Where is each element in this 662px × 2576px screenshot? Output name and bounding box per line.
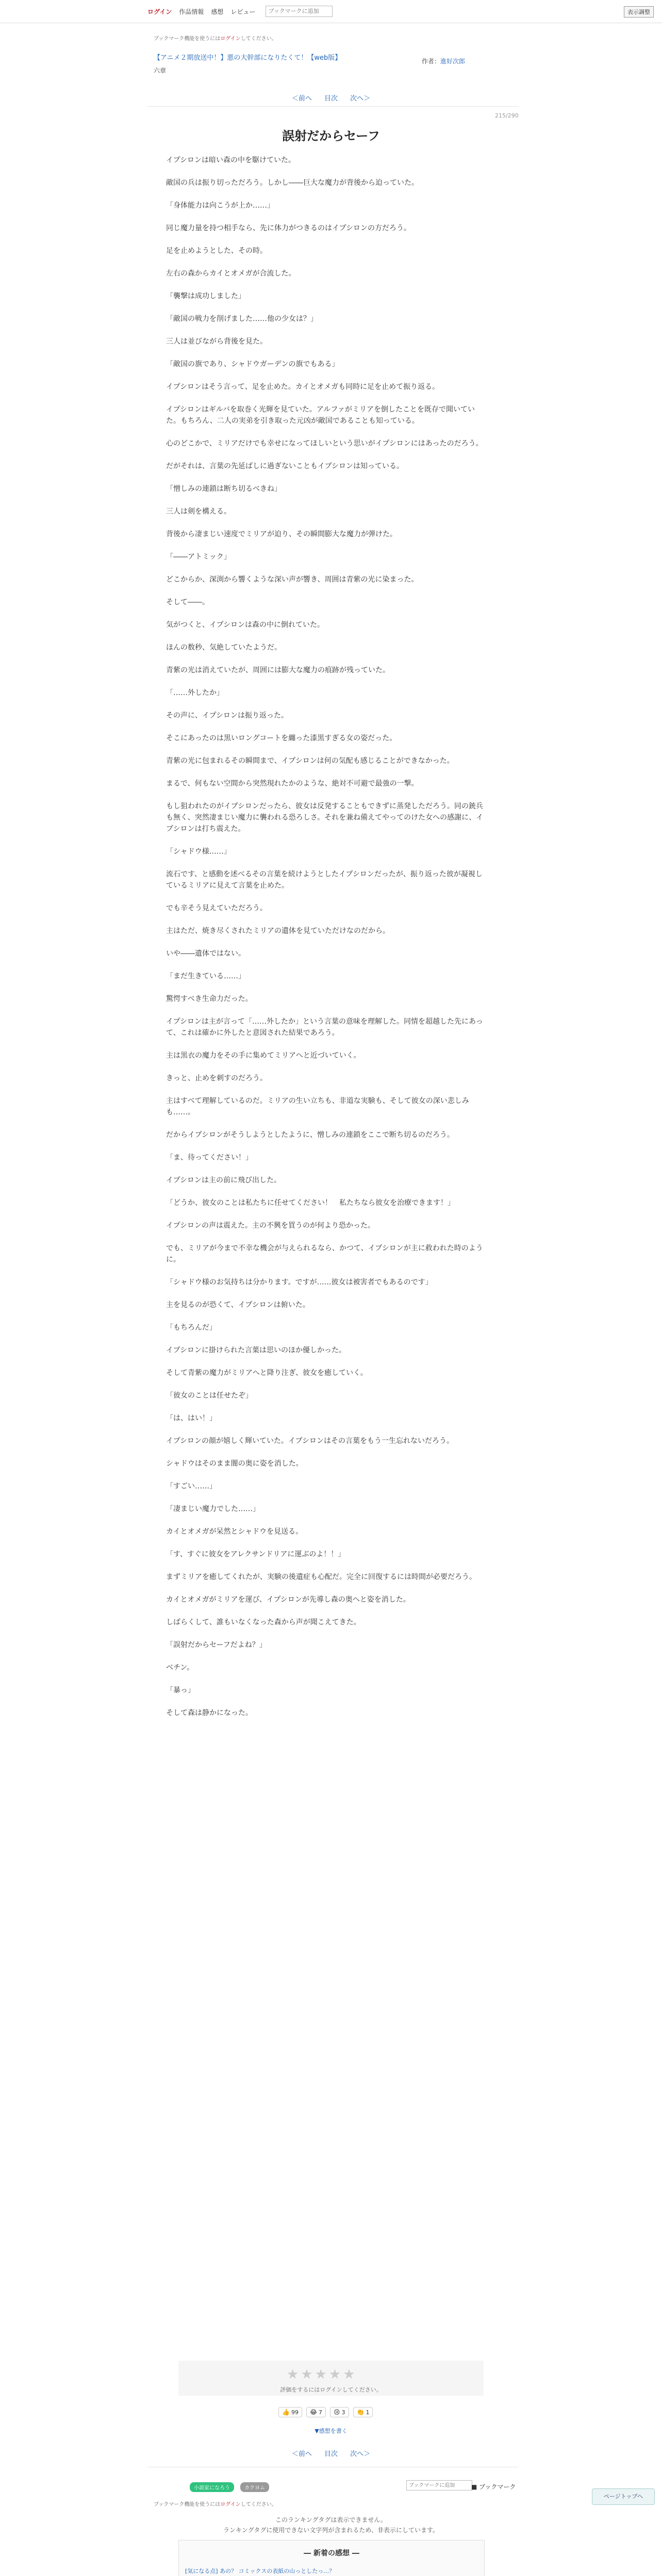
author-line: 作者：進好次郎	[422, 58, 466, 65]
body-paragraph: もし狙われたのがイプシロンだったら、彼女は反発することもできずに蒸発しただろう。同の銃兵も無く、突然凄まじい魔力に襲われる恐ろしさ。それを兼ね備えてやってのけた女への感謝に、イプシロンは打ち震えた。	[166, 802, 484, 833]
body-paragraph: 「暴っ」	[166, 1686, 195, 1694]
body-paragraph: 「は、はい！」	[166, 1414, 217, 1422]
body-paragraph: きっと、止めを刺すのだろう。	[166, 1074, 267, 1082]
chapter-body	[166, 155, 486, 1730]
recent-comments	[178, 2540, 485, 2576]
body-paragraph: 左右の森からカイとオメガが合流した。	[166, 269, 296, 278]
share-toolbar	[190, 2482, 269, 2492]
body-paragraph: 「――アトミック」	[166, 553, 231, 561]
body-paragraph: 「身体能力は向こうが上か……」	[166, 201, 274, 210]
display-settings-button[interactable]: 表示調整	[624, 6, 654, 18]
body-paragraph: 主はすべて理解しているのだ。ミリアの生い立ちも、非道な実験も、そして彼女の深い悲しみも……。	[166, 1097, 469, 1116]
recent-comments-title: ― 新着の感想 ―	[304, 2549, 359, 2557]
rating-stars[interactable]: ★★★★★	[287, 2367, 357, 2382]
body-paragraph: カイとオメガがミリアを運び、イプシロンが先導し森の奥へと姿を消した。	[166, 1596, 410, 1604]
body-paragraph: 「まだ生きている……」	[166, 972, 245, 980]
body-paragraph: いや――遺体ではない。	[166, 950, 245, 958]
body-paragraph: 「ま、待ってください！」	[166, 1154, 253, 1162]
body-paragraph: シャドウはそのまま闇の奥に姿を消した。	[166, 1460, 303, 1468]
reaction-laugh[interactable]: 😂 7	[306, 2407, 326, 2417]
index-link-bottom[interactable]: 目次	[324, 2450, 338, 2458]
bookmark-button[interactable]: ■ ブックマーク	[471, 2483, 516, 2490]
body-paragraph: イプシロンに掛けられた言葉は思いのほか優しかった。	[166, 1346, 346, 1354]
body-paragraph: 「どうか、彼女のことは私たちに任せてください！ 私たちなら彼女を治療できます！」	[166, 1199, 455, 1207]
body-paragraph: 「憎しみの連鎖は断ち切るべきね」	[166, 485, 282, 493]
body-paragraph: だからイプシロンがそうしようとしたように、憎しみの連鎖をここで断ち切るのだろう。	[166, 1131, 455, 1139]
series-author: 六章	[154, 67, 167, 74]
prev-link-bottom[interactable]: ＜前へ	[291, 2450, 312, 2458]
body-paragraph: 「もちろんだ」	[166, 1324, 217, 1332]
body-paragraph: 「凄まじい魔力でした……」	[166, 1505, 260, 1513]
body-paragraph: イプシロンは暗い森の中を駆けていた。	[166, 156, 296, 164]
body-paragraph: イプシロンは主が言って「……外したか」という言葉の意味を理解した。同情を超越した先にあって、これは確かに外したと意図された結果であろう。	[166, 1018, 483, 1037]
pager-bottom	[0, 2448, 662, 2458]
bookmark-notice-bottom: ブックマーク機能を使うにはログインしてください。	[154, 2502, 277, 2507]
nav-item-reviews[interactable]: レビュー	[230, 8, 256, 15]
reaction-clap[interactable]: 👏 1	[353, 2407, 373, 2417]
body-paragraph: 「襲撃は成功しました」	[166, 292, 245, 300]
ranking-note-1: このランキングタグは表示できません。	[275, 2516, 387, 2523]
notice-login-link-bottom[interactable]: ログイン	[220, 2502, 241, 2507]
nav-item-work-info[interactable]: 作品情報	[179, 8, 204, 15]
nav-item-comments[interactable]: 感想	[211, 8, 224, 15]
page-top-button[interactable]: ページトップへ	[592, 2488, 655, 2505]
body-paragraph: イプシロンはギルバを取巻く光輝を見ていた。アルファがミリアを倒したことを既存で聞いていた。もちろん、二人の実弟を引き取った元凶が敵国であることも知っている。	[166, 405, 475, 425]
top-bar	[0, 0, 662, 23]
body-paragraph: イプシロンは主の前に飛び出した。	[166, 1176, 282, 1184]
body-paragraph: まるで、何もない空間から突然現れたかのような、絶対不可避で最強の一撃。	[166, 779, 419, 788]
index-link[interactable]: 目次	[324, 95, 338, 103]
share-badge-2[interactable]: カクヨム	[240, 2482, 269, 2492]
body-paragraph: そして青紫の魔力がミリアへと降り注ぎ、彼女を癒していく。	[166, 1369, 368, 1377]
body-paragraph: 流石です、と感動を述べるその言葉を続けようとしたイプシロンだったが、振り返った彼が凝視しているミリアに見えて言葉を止めた。	[166, 870, 483, 890]
notice-login-link[interactable]: ログイン	[220, 36, 241, 42]
author-link[interactable]: 進好次郎	[440, 58, 466, 65]
bookmark-input-top[interactable]	[266, 6, 333, 17]
body-paragraph: 「すごい……」	[166, 1482, 217, 1490]
body-paragraph: 主を見るのが恐くて、イプシロンは俯いた。	[166, 1301, 310, 1309]
login-link[interactable]: ログイン	[147, 8, 172, 15]
body-paragraph: 「敵国の戦力を削げました……他の少女は？」	[166, 315, 318, 323]
body-paragraph: 「……外したか」	[166, 689, 224, 697]
body-paragraph: 足を止めようとした、その時。	[166, 247, 267, 255]
body-paragraph: 同じ魔力量を持つ相手なら、先に体力がつきるのはイプシロンの方だろう。	[166, 224, 411, 232]
body-paragraph: 主は黒衣の魔力をその手に集めてミリアへと近づいていく。	[166, 1052, 361, 1060]
rating-login-text: 評価をするにはログインしてください。	[280, 2386, 382, 2393]
body-paragraph: 「シャドウ様……」	[166, 848, 231, 856]
body-paragraph: イプシロンの顔が嬉しく輝いていた。イプシロンはその言葉をもう一生忘れないだろう。	[166, 1437, 454, 1445]
divider	[147, 106, 519, 107]
body-paragraph: まずミリアを癒してくれたが、実験の後遺症も心配だ。完全に回復するには時間が必要だろう。	[166, 1573, 476, 1581]
share-badge-1[interactable]: 小説家になろう	[190, 2482, 234, 2492]
body-paragraph: 背後から凄まじい速度でミリアが迫り、その瞬間膨大な魔力が弾けた。	[166, 530, 397, 538]
body-paragraph: イプシロンはそう言って、足を止めた。カイとオメガも同時に足を止めて振り返る。	[166, 383, 440, 391]
body-paragraph: 「す、すぐに彼女をアレクサンドリアに運ぶのよ！！」	[166, 1550, 345, 1558]
body-paragraph: どこからか、深渕から響くような深い声が響き、周囲は青紫の光に染まった。	[166, 575, 419, 584]
reaction-cry[interactable]: 😢 3	[330, 2407, 349, 2417]
reactions	[278, 2407, 373, 2417]
body-paragraph: 「彼女のことは任せたぞ」	[166, 1392, 253, 1400]
body-paragraph: だがそれは、言葉の先延ばしに過ぎないこともイプシロンは知っている。	[166, 462, 404, 470]
bookmark-input-bottom[interactable]	[406, 2480, 472, 2490]
comment-title[interactable]: [気になる点] あの？ コミックスの表紙の山っとしたっ…？	[185, 2568, 335, 2574]
body-paragraph: カイとオメガが呆然とシャドウを見送る。	[166, 1528, 303, 1536]
pager-top	[0, 93, 662, 103]
series-title-link[interactable]: 【アニメ２期放送中！】悪の大幹部になりたくて！【web版】	[154, 54, 342, 62]
body-paragraph: でも、ミリアが今まで不幸な機会が与えられるなら、かつて、イプシロンが主に救われた時のように。	[166, 1244, 483, 1264]
next-link-bottom[interactable]: 次へ＞	[350, 2450, 371, 2458]
rating-box	[178, 2361, 484, 2396]
body-paragraph: ほんの数秒、気絶していたようだ。	[166, 643, 282, 652]
body-paragraph: 三人は並びながら背後を見た。	[166, 337, 267, 346]
chapter-title: 誤射だからセーフ	[282, 129, 380, 143]
body-paragraph: そして森は静かになった。	[166, 1709, 253, 1717]
body-paragraph: 敵国の兵は振り切っただろう。しかし――巨大な魔力が背後から迫っていた。	[166, 179, 419, 187]
bookmark-notice-top: ブックマーク機能を使うにはログインしてください。	[154, 36, 277, 42]
body-paragraph: 三人は剣を構える。	[166, 507, 231, 516]
body-paragraph: その声に、イプシロンは振り返った。	[166, 711, 289, 720]
body-paragraph: 「敵国の旗であり、シャドウガーデンの旗でもある」	[166, 360, 339, 368]
body-paragraph: 青紫の光は消えていたが、周囲には膨大な魔力の痕跡が残っていた。	[166, 666, 390, 674]
body-paragraph: 心のどこかで、ミリアだけでも幸せになってほしいという思いがイプシロンにはあったのだろう。	[166, 439, 483, 448]
ranking-note-2: ランキングタグに使用できない文字列が含まれるため、非表示にしています。	[223, 2527, 439, 2534]
prev-link[interactable]: ＜前へ	[291, 95, 312, 103]
write-comment-link[interactable]: ▼感想を書く	[315, 2428, 347, 2434]
body-paragraph: 気がつくと、イプシロンは森の中に倒れていた。	[166, 621, 325, 629]
body-paragraph: 「誤射だからセーフだよね？」	[166, 1641, 267, 1649]
body-paragraph: 「シャドウ様のお気持ちは分かります。ですが……彼女は被害者でもあるのです」	[166, 1278, 433, 1286]
next-link[interactable]: 次へ＞	[350, 95, 371, 103]
chapter-number: 215/290	[495, 112, 519, 119]
body-paragraph: そこにあったのは黒いロングコートを纏った漆黒すぎる女の姿だった。	[166, 734, 397, 742]
body-paragraph: イプシロンの声は震えた。主の不興を買うのが何より恐かった。	[166, 1222, 375, 1230]
list-item	[185, 2567, 477, 2576]
body-paragraph: そして――。	[166, 598, 209, 606]
body-paragraph: でも辛そう見えていただろう。	[166, 904, 267, 912]
body-paragraph: 驚愕すべき生命力だった。	[166, 995, 253, 1003]
body-paragraph: しばらくして、誰もいなくなった森から声が聞こえてきた。	[166, 1618, 361, 1626]
body-paragraph: 青紫の光に包まれるその瞬間まで、イプシロンは何の気配も感じることができなかった。	[166, 757, 454, 765]
body-paragraph: ベチン。	[166, 1664, 194, 1672]
reaction-thumbs-up[interactable]: 👍 99	[278, 2407, 302, 2417]
body-paragraph: 主はただ、焼き尽くされたミリアの遺体を見ていただけなのだから。	[166, 927, 390, 935]
